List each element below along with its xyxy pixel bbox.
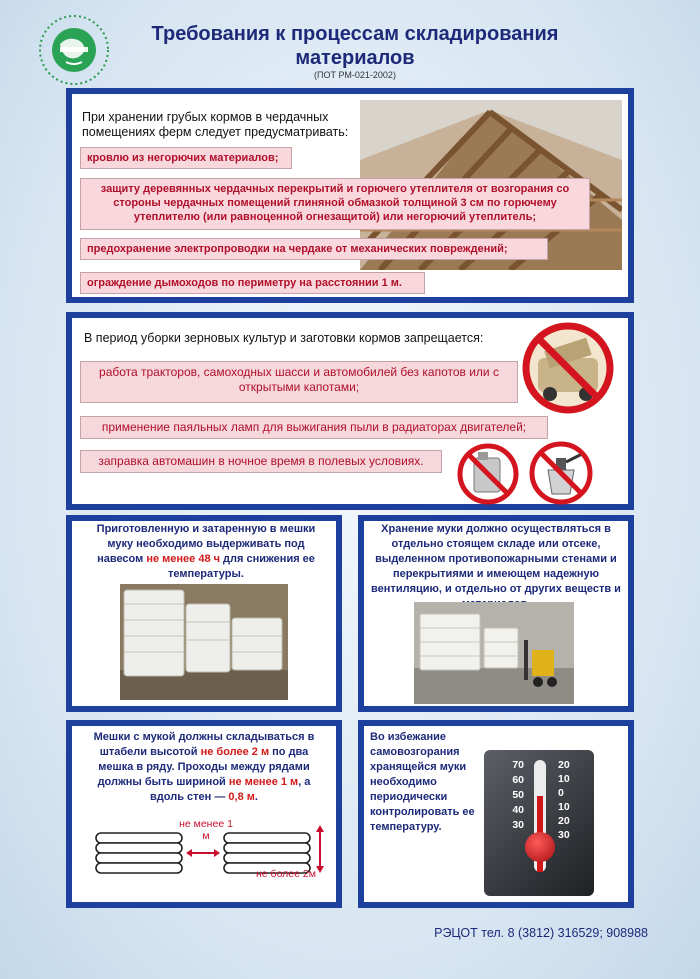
card-temperature-text: Во избежание самовозгорания хранящейся муки необходимо периодически контролировать ее температуру. [370,731,475,833]
attic-item-roof: кровлю из негорючих материалов; [80,147,292,169]
aisle-width-label: не менее 1 м [179,818,233,842]
harvest-item-tractors: работа тракторов, самоходных шасси и автомобилей без капотов или с открытыми капотами; [80,361,518,403]
no-fuel-canister-icon [456,442,520,506]
no-blowtorch-icon [528,440,594,506]
page-title: Требования к процессам складирования материалов [151,23,559,69]
flour-sacks-photo [120,584,288,700]
scale-left-60: 60 [512,774,524,786]
globe-logo-icon [38,14,110,86]
section-harvest-lead: В период уборки зерновых культур и заготовки кормов запрещается: [84,331,484,345]
card3-highlight-height: не более 2 м [200,746,270,758]
card3-t3: , а вдоль стен — [150,776,311,803]
scale-right-10: 10 [558,773,570,785]
thermometer-scale-left [496,758,524,833]
card1-text-pre: Приготовленную и затаренную в мешки муку необходимо выдерживать под навесом [96,523,316,565]
section-attic-lead: При хранении грубых кормов в чердачных помещениях ферм следует предусматривать: [82,110,349,139]
harvest-item-refueling: заправка автомашин в ночное время в полевых условиях. [80,450,442,473]
footer-contact: РЭЦОТ тел. 8 (3812) 316529; 908988 [434,926,648,940]
card3-highlight-aisle: не менее 1 м [228,776,299,788]
card-flour-storage-text: Хранение муки должно осуществляться в отдельно стоящем складе или отсеке, выделенном противопожарными стенами и перекрытиями и имеющем надежную вентиляцию, и отдельно от других веществ и [371,523,621,595]
attic-item-protection: защиту деревянных чердачных перекрытий и горючего утеплителя от возгорания со стороны чердачных помещений глиняной обмазкой толщиной 3 см по горючему утеплителю (или равноценной огнезащитой) или негорючий утеплитель; [80,178,590,230]
scale-right-10b: 10 [558,801,570,813]
no-open-hood-icon [520,320,616,416]
card-stacking-text [84,730,324,805]
card1-highlight-48h: не менее 48 ч [146,553,220,565]
thermometer-scale-right [558,758,586,842]
warehouse-forklift-photo [414,602,574,704]
card-flour-cooling-text [90,522,322,582]
harvest-item-blowtorch: применение паяльных ламп для выжигания пыли в радиаторах двигателей; [80,416,548,439]
scale-right-0: 0 [558,787,564,799]
card3-highlight-wall: 0,8 м [228,791,255,803]
stack-height-label: не более 2м [256,868,316,880]
card3-t4: . [254,791,258,803]
card3-t2: по два мешка в ряду. Проходы между рядами должны быть шириной [97,746,310,788]
scale-right-20b: 20 [558,815,570,827]
scale-right-20: 20 [558,759,570,771]
scale-left-50: 50 [512,789,524,801]
card1-text-post: для снижения ее температуры. [168,553,315,580]
scale-left-70: 70 [512,759,524,771]
page-subtitle: (ПОТ РМ-021-2002) [314,70,396,80]
scale-left-30: 30 [512,819,524,831]
card3-t1: Мешки с мукой должны складываться в штабели высотой [93,731,315,758]
attic-item-chimney: ограждение дымоходов по периметру на расстоянии 1 м. [80,272,425,294]
scale-left-40: 40 [512,804,524,816]
thermometer-bulb [525,832,555,862]
attic-item-wiring: предохранение электропроводки на чердаке от механических повреждений; [80,238,548,260]
scale-right-30: 30 [558,829,570,841]
